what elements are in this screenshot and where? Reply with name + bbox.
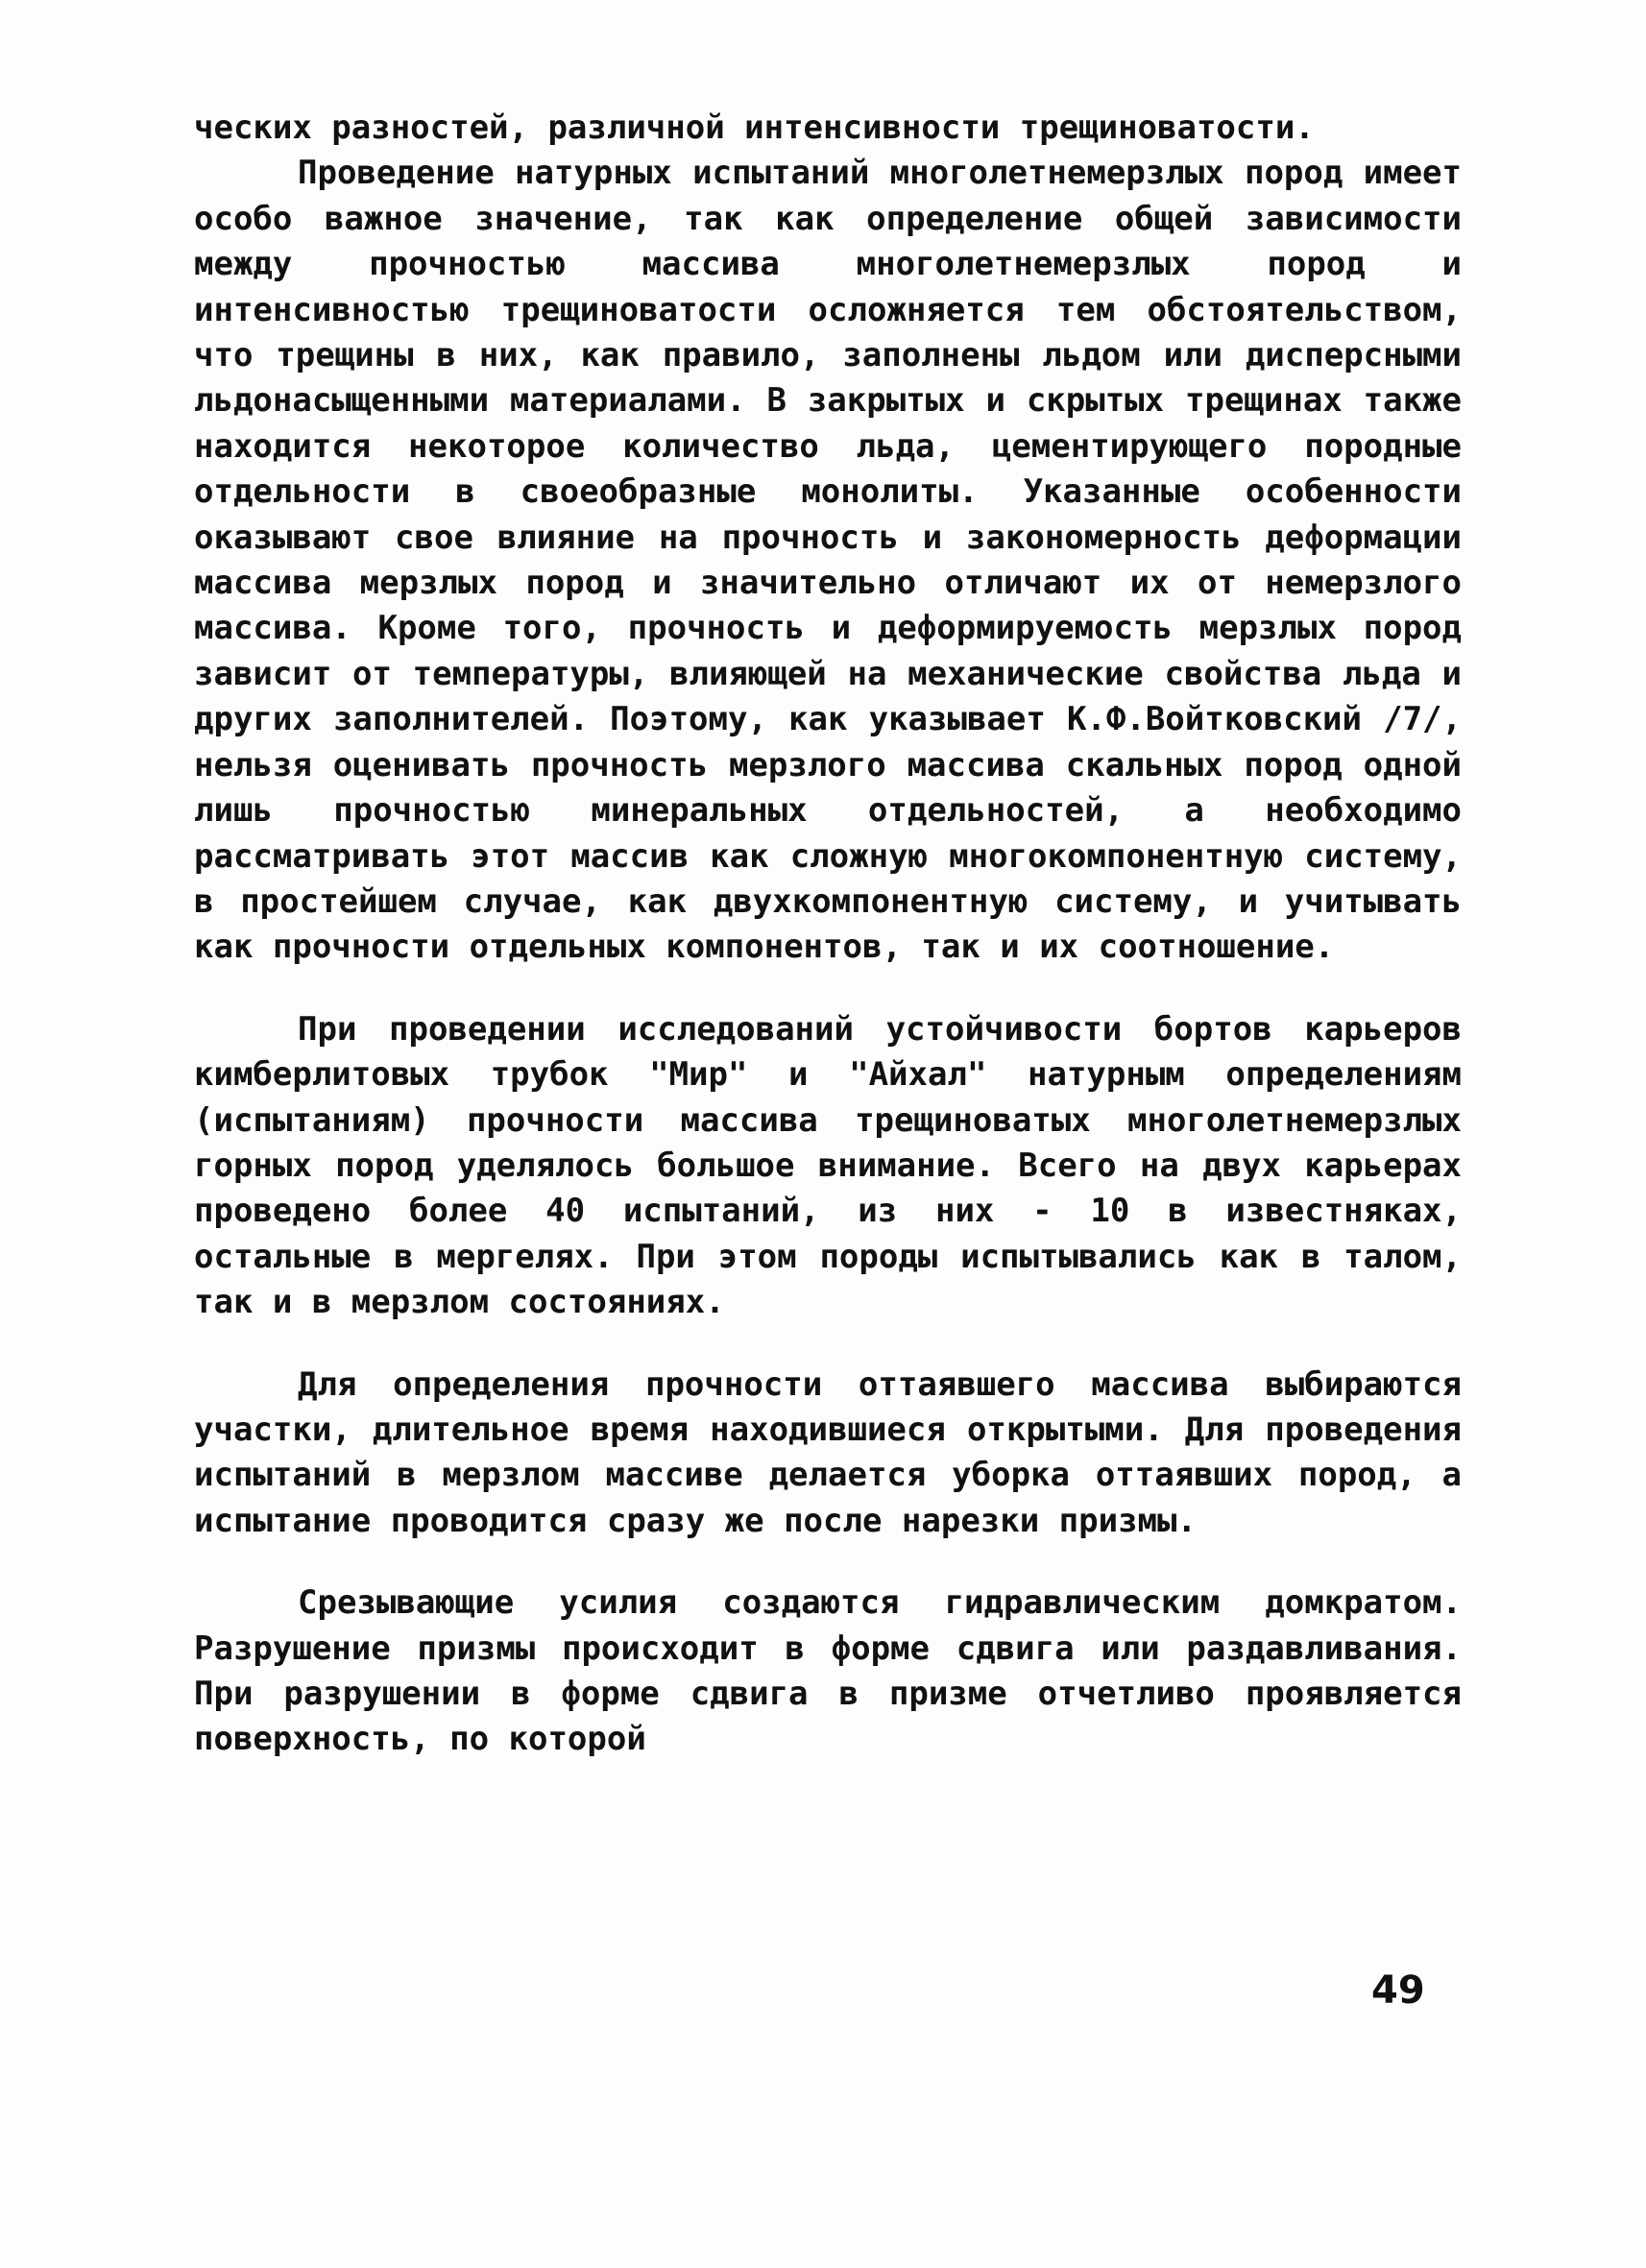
paragraph-continuation: ческих разностей, различной интенсивности трещиноватости. <box>194 109 1315 147</box>
body-text <box>194 106 1462 1763</box>
paragraph-site-selection: Для определения прочности оттаявшего массива выбираются участки, длительное время находившиеся открытыми. Для проведения испытаний в мерзлом массиве делается уборка оттаявших пород, а испытание проводится сразу же после нарезки призмы. <box>194 1364 1462 1540</box>
paragraph-field-tests: Проведение натурных испытаний многолетнемерзлых пород имеет особо важное значение, так как определение общей зависимости между прочностью массива многолетнемерзлых пород и интенсивностью трещиноватости осложняется тем обстоятельством, что трещины в них, как правило, заполнены льдом или дисперсными льдонасыщенными материалами. В закрытых и скрытых трещинах также находится некоторое количество льда, цементирующего породные отдельности в своеобразные монолиты. Указанные особенности оказывают свое влияние на прочность и закономерность деформации массива мерзлых пород и значительно отличают их от немерзлого массива. Кроме того, прочность и деформируемость мерзлых пород зависит от температуры, влияющей на механические свойства льда и других заполнителей. Поэтому, как указывает К.Ф.Войтковский /7/, нельзя оценивать прочность мерзлого массива скальных пород одной лишь прочностью минеральных отдельностей, а необходимо рассматривать этот массив как сложную многокомпонентную систему, в простейшем случае, как двухкомпонентную систему, и учитывать как прочности отдельных компонентов, так и их соотношение. <box>194 154 1462 967</box>
page-number: 49 <box>1371 1968 1425 2013</box>
paragraph-shear-forces: Срезывающие усилия создаются гидравлическим домкратом. Разрушение призмы происходит в форме сдвига или раздавливания. При разрушении в форме сдвига в призме отчетливо проявляется поверхность, по которой <box>194 1583 1462 1759</box>
paragraph-quarry-studies: При проведении исследований устойчивости бортов карьеров кимберлитовых трубок "Мир" и "Айхал" натурным определениям (испытаниям) прочности массива трещиноватых многолетнемерзлых горных пород уделялось большое внимание. Всего на двух карьерах проведено более 40 испытаний, из них - 10 в известняках, остальные в мергелях. При этом породы испытывались как в талом, так и в мерзлом состояниях. <box>194 1009 1462 1322</box>
